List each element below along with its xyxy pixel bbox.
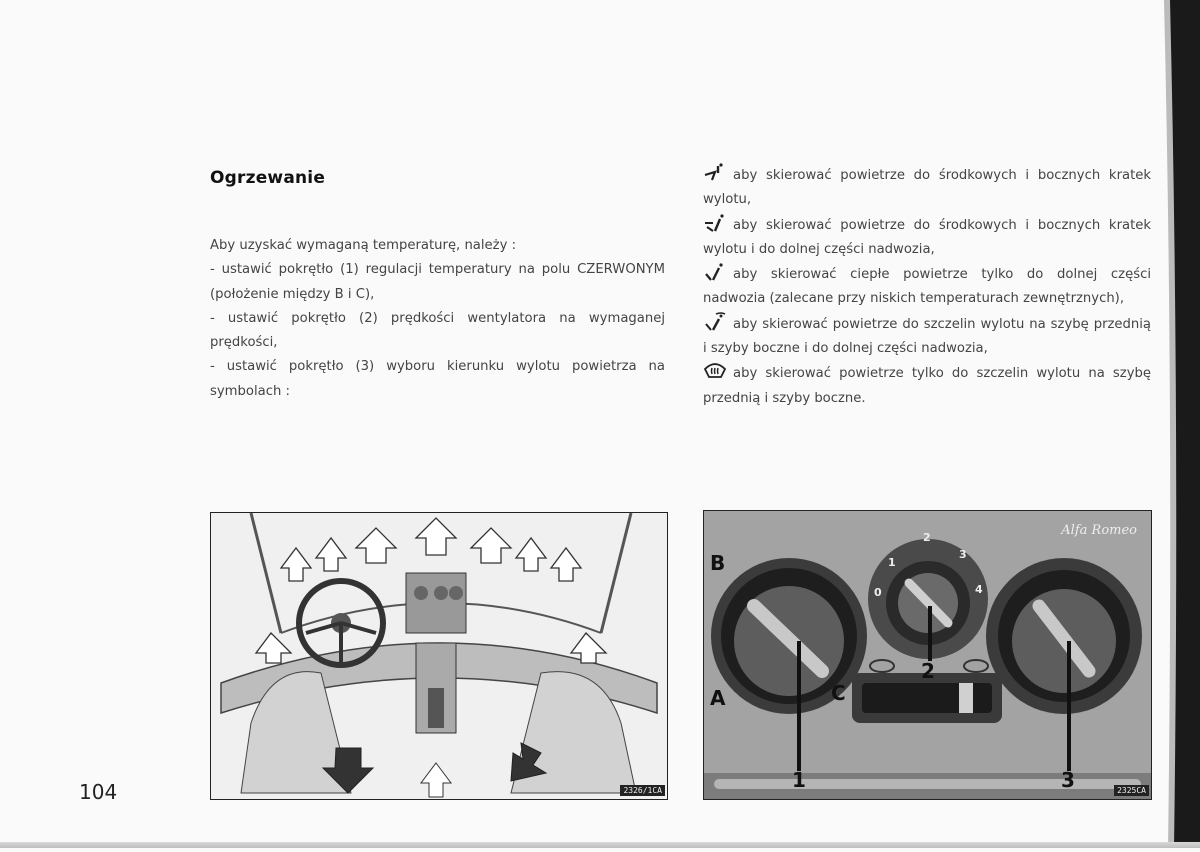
fan-position-1: 1 bbox=[888, 556, 896, 569]
list-item: aby skierować powietrze do szczelin wylotu na szybę przednią i szyby boczne i do dolnej części nadwozia, bbox=[703, 312, 1151, 362]
figure-code: 2326/1CA bbox=[620, 785, 665, 796]
vent-feet-icon bbox=[703, 262, 727, 282]
defrost-windshield-icon bbox=[703, 361, 727, 381]
car-interior-illustration bbox=[210, 512, 668, 800]
callout-1: 1 bbox=[792, 768, 806, 792]
fan-position-0: 0 bbox=[874, 586, 882, 599]
label-b: B bbox=[710, 551, 726, 575]
brand-logo: Alfa Romeo bbox=[1061, 523, 1137, 538]
paragraph: - ustawić pokrętło (1) regulacji temperatury na polu CZERWONYM (położenie między B i C), bbox=[210, 262, 665, 302]
paragraph: Aby uzyskać wymaganą temperaturę, należy : bbox=[210, 238, 517, 253]
fan-position-4: 4 bbox=[975, 583, 983, 596]
vent-face-icon bbox=[703, 163, 727, 183]
fan-position-3: 3 bbox=[959, 548, 967, 561]
list-item: aby skierować powietrze do środkowych i bocznych kratek wylotu i do dolnej części nadwozia, bbox=[703, 213, 1151, 263]
climate-control-panel bbox=[703, 510, 1152, 800]
figure-code: 2325CA bbox=[1114, 785, 1149, 796]
list-item: aby skierować powietrze do środkowych i bocznych kratek wylotu, bbox=[703, 163, 1151, 213]
paragraph: - ustawić pokrętło (2) prędkości wentylatora na wymaganej prędkości, bbox=[210, 310, 665, 351]
vent-windshield-feet-icon bbox=[703, 312, 727, 332]
vent-face-feet-icon bbox=[703, 213, 727, 233]
section-title: Ogrzewanie bbox=[210, 168, 326, 188]
callout-2: 2 bbox=[921, 659, 935, 683]
page-number: 104 bbox=[79, 780, 118, 804]
list-item: aby skierować powietrze tylko do szczelin wylotu na szybę przednią i szyby boczne. bbox=[703, 361, 1151, 411]
label-a: A bbox=[710, 686, 726, 710]
label-c: C bbox=[831, 681, 846, 705]
list-item: aby skierować ciepłe powietrze tylko do dolnej części nadwozia (zalecane przy niskich temperaturach zewnętrznych), bbox=[703, 262, 1151, 312]
air-direction-list bbox=[703, 163, 1151, 411]
callout-3: 3 bbox=[1061, 768, 1075, 792]
fan-position-2: 2 bbox=[923, 531, 931, 544]
page-edge bbox=[1150, 0, 1200, 848]
page-bottom-shadow bbox=[0, 842, 1200, 848]
paragraph: - ustawić pokrętło (3) wyboru kierunku wylotu powietrza na symbolach : bbox=[210, 359, 665, 399]
instructions-left bbox=[210, 234, 665, 404]
